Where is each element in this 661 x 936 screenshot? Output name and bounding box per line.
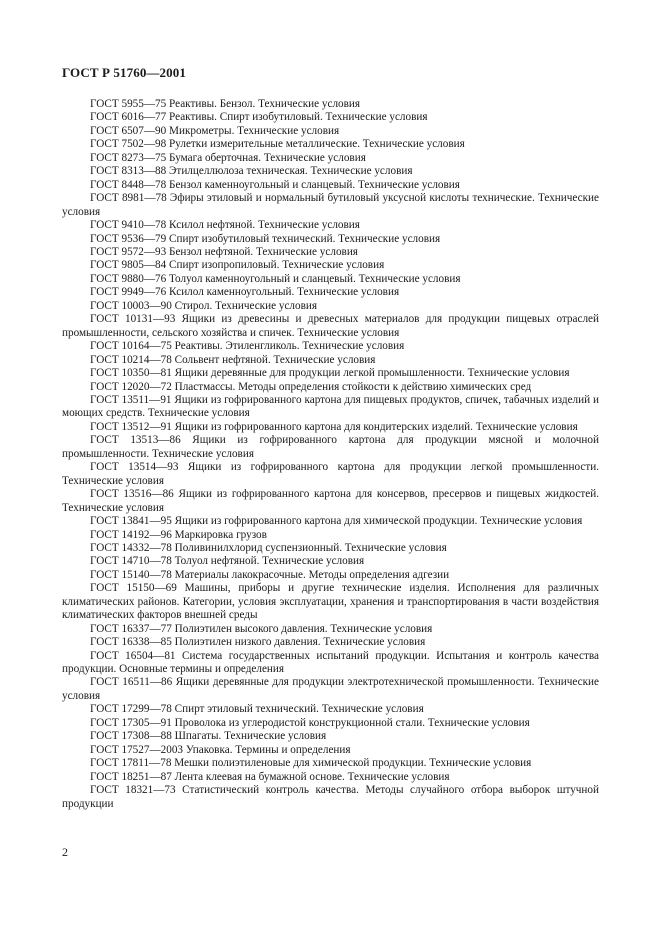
reference-item: ГОСТ 8273—75 Бумага оберточная. Технические условия <box>90 151 366 164</box>
reference-item: ГОСТ 7502—98 Рулетки измерительные металлические. Технические условия <box>90 138 465 151</box>
reference-item: ГОСТ 13516—86 Ящики из гофрированного картона для консервов, пресервов и пищевых жидкостей. Технические условия <box>62 488 599 514</box>
standards-reference-list <box>62 98 599 811</box>
reference-item: ГОСТ 9949—76 Ксилол каменноугольный. Технические условия <box>90 286 400 299</box>
reference-item: ГОСТ 9880—76 Толуол каменноугольный и сланцевый. Технические условия <box>90 272 461 285</box>
reference-item: ГОСТ 10003—90 Стирол. Технические условия <box>90 299 318 312</box>
reference-item: ГОСТ 5955—75 Реактивы. Бензол. Технические условия <box>90 98 361 110</box>
reference-item: ГОСТ 12020—72 Пластмассы. Методы определения стойкости к действию химических сред <box>90 380 532 393</box>
reference-item: ГОСТ 18251—87 Лента клеевая на бумажной основе. Технические условия <box>90 770 450 783</box>
page-number: 2 <box>62 845 68 859</box>
reference-item: ГОСТ 14710—78 Толуол нефтяной. Технические условия <box>90 555 365 568</box>
reference-item: ГОСТ 13513—86 Ящики из гофрированного картона для продукции мясной и молочной промышленности. Технические условия <box>62 434 599 460</box>
reference-item: ГОСТ 13511—91 Ящики из гофрированного картона для пищевых продуктов, спичек, табачных изделий и моющих средств. Технические условия <box>62 393 599 420</box>
reference-item: ГОСТ 10214—78 Сольвент нефтяной. Технические условия <box>90 353 376 366</box>
reference-item: ГОСТ 16511—86 Ящики деревянные для продукции электротехнической промышленности. Технические условия <box>62 676 599 702</box>
reference-item: ГОСТ 10350—81 Ящики деревянные для продукции легкой промышленности. Технические условия <box>90 367 570 380</box>
reference-item: ГОСТ 17527—2003 Упаковка. Термины и определения <box>90 743 351 756</box>
reference-item: ГОСТ 9572—93 Бензол нефтяной. Технические условия <box>90 245 358 258</box>
reference-item: ГОСТ 17299—78 Спирт этиловый технический. Технические условия <box>90 703 424 716</box>
document-header: ГОСТ Р 51760—2001 <box>62 65 186 80</box>
reference-item: ГОСТ 15140—78 Материалы лакокрасочные. Методы определения адгезии <box>90 568 450 581</box>
reference-item: ГОСТ 18321—73 Статистический контроль качества. Методы случайного отбора выборок штучной продукции <box>62 784 599 810</box>
reference-item: ГОСТ 9805—84 Спирт изопропиловый. Технические условия <box>90 259 385 272</box>
reference-item: ГОСТ 14332—78 Поливинилхлорид суспензионный. Технические условия <box>90 541 447 554</box>
reference-item: ГОСТ 17811—78 Мешки полиэтиленовые для химической продукции. Технические условия <box>90 757 532 770</box>
reference-item: ГОСТ 9536—79 Спирт изобутиловый технический. Технические условия <box>90 232 441 245</box>
reference-item: ГОСТ 8981—78 Эфиры этиловый и нормальный бутиловый уксусной кислоты технические. Технические условия <box>62 192 599 218</box>
reference-item: ГОСТ 17308—88 Шпагаты. Технические условия <box>90 730 327 743</box>
reference-item: ГОСТ 9410—78 Ксилол нефтяной. Технические условия <box>90 219 360 232</box>
reference-item: ГОСТ 13514—93 Ящики из гофрированного картона для продукции легкой промышленности. Технические условия <box>62 461 599 487</box>
reference-item: ГОСТ 6507—90 Микрометры. Технические условия <box>90 124 340 137</box>
reference-item: ГОСТ 14192—96 Маркировка грузов <box>90 528 267 541</box>
reference-item: ГОСТ 8448—78 Бензол каменноугольный и сланцевый. Технические условия <box>90 178 460 191</box>
reference-item: ГОСТ 10164—75 Реактивы. Этиленгликоль. Технические условия <box>90 340 405 353</box>
reference-item: ГОСТ 8313—88 Этилцеллюлоза техническая. Технические условия <box>90 165 413 178</box>
reference-item: ГОСТ 6016—77 Реактивы. Спирт изобутиловый. Технические условия <box>90 111 428 124</box>
reference-item: ГОСТ 16504—81 Система государственных испытаний продукции. Испытания и контроль качества продукции. Основные термины и определения <box>62 649 599 676</box>
reference-item: ГОСТ 10131—93 Ящики из древесины и древесных материалов для продукции пищевых отраслей промышленности, сельского хозяйства и спичек. Технические условия <box>62 313 599 339</box>
reference-item: ГОСТ 13841—95 Ящики из гофрированного картона для химической продукции. Технические условия <box>90 515 583 528</box>
reference-item: ГОСТ 16338—85 Полиэтилен низкого давления. Технические условия <box>90 636 426 649</box>
reference-item: ГОСТ 17305—91 Проволока из углеродистой конструкционной стали. Технические условия <box>90 716 530 729</box>
reference-item: ГОСТ 15150—69 Машины, приборы и другие технические изделия. Исполнения для различных климатических районов. Категории, условия эксплуатации, хранения и транспортирования в части воздействия климатических факторов внешней среды <box>62 582 599 622</box>
reference-item: ГОСТ 16337—77 Полиэтилен высокого давления. Технические условия <box>90 622 433 635</box>
reference-item: ГОСТ 13512—91 Ящики из гофрированного картона для кондитерских изделий. Технические условия <box>90 420 578 433</box>
